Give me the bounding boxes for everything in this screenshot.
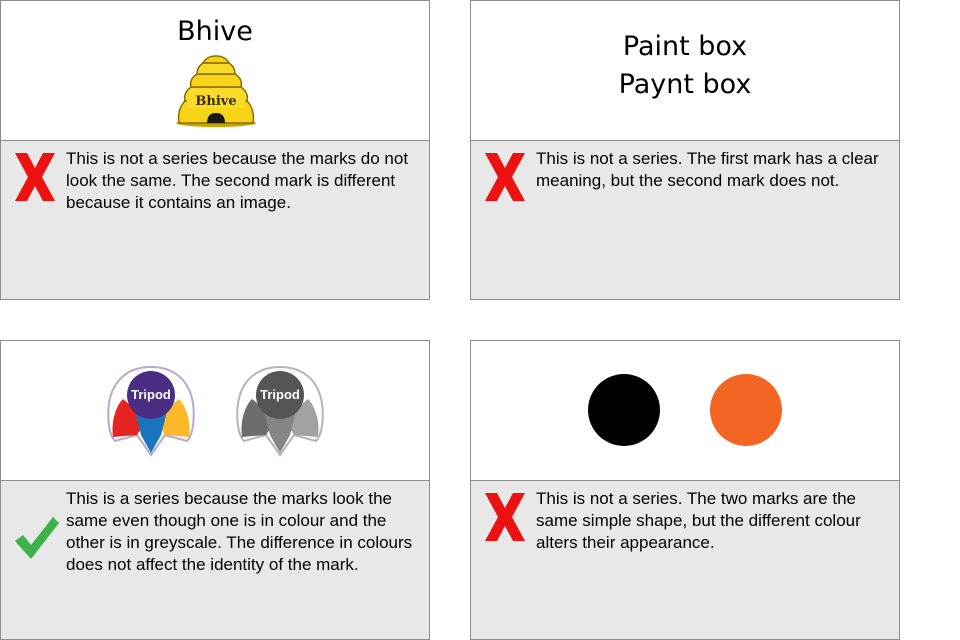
tripod-colour-logo-icon bbox=[103, 363, 199, 459]
explanation-text: This is a series because the marks look the same even though one is in colour and the other is in greyscale. The difference in colours does not affect the identity of the mark. bbox=[66, 489, 413, 574]
beehive-logo-icon bbox=[171, 53, 261, 129]
cross-icon bbox=[483, 151, 527, 203]
orange-dot-mark bbox=[709, 373, 783, 447]
svg-text:Tripod: Tripod bbox=[131, 387, 171, 402]
black-dot-mark bbox=[587, 373, 661, 447]
cross-icon bbox=[483, 491, 527, 543]
example-card-bhive bbox=[0, 0, 430, 300]
explanation-panel bbox=[471, 141, 899, 299]
example-marks-panel bbox=[1, 1, 429, 141]
svg-text:Tripod: Tripod bbox=[260, 387, 300, 402]
cross-icon bbox=[13, 151, 57, 203]
example-word-mark: Bhive bbox=[177, 16, 253, 47]
explanation-text: This is not a series. The two marks are the same simple shape, but the different colour alters their appearance. bbox=[536, 489, 861, 552]
explanation-text: This is not a series because the marks do not look the same. The second mark is different because it contains an image. bbox=[66, 149, 409, 212]
example-card-dots bbox=[470, 340, 900, 640]
explanation-panel bbox=[1, 481, 429, 639]
example-marks-panel bbox=[471, 341, 899, 481]
example-marks-panel bbox=[1, 341, 429, 481]
second-word-mark: Paynt box bbox=[618, 69, 752, 100]
explanation-panel bbox=[1, 141, 429, 299]
explanation-panel bbox=[471, 481, 899, 639]
example-card-tripod bbox=[0, 340, 430, 640]
example-card-paint-box bbox=[470, 0, 900, 300]
example-marks-panel bbox=[471, 1, 899, 141]
explanation-text: This is not a series. The first mark has a clear meaning, but the second mark does not. bbox=[536, 149, 879, 190]
svg-text:Bhive: Bhive bbox=[195, 94, 237, 109]
check-icon bbox=[13, 513, 61, 561]
tripod-greyscale-logo-icon bbox=[232, 363, 328, 459]
first-word-mark: Paint box bbox=[622, 31, 748, 62]
